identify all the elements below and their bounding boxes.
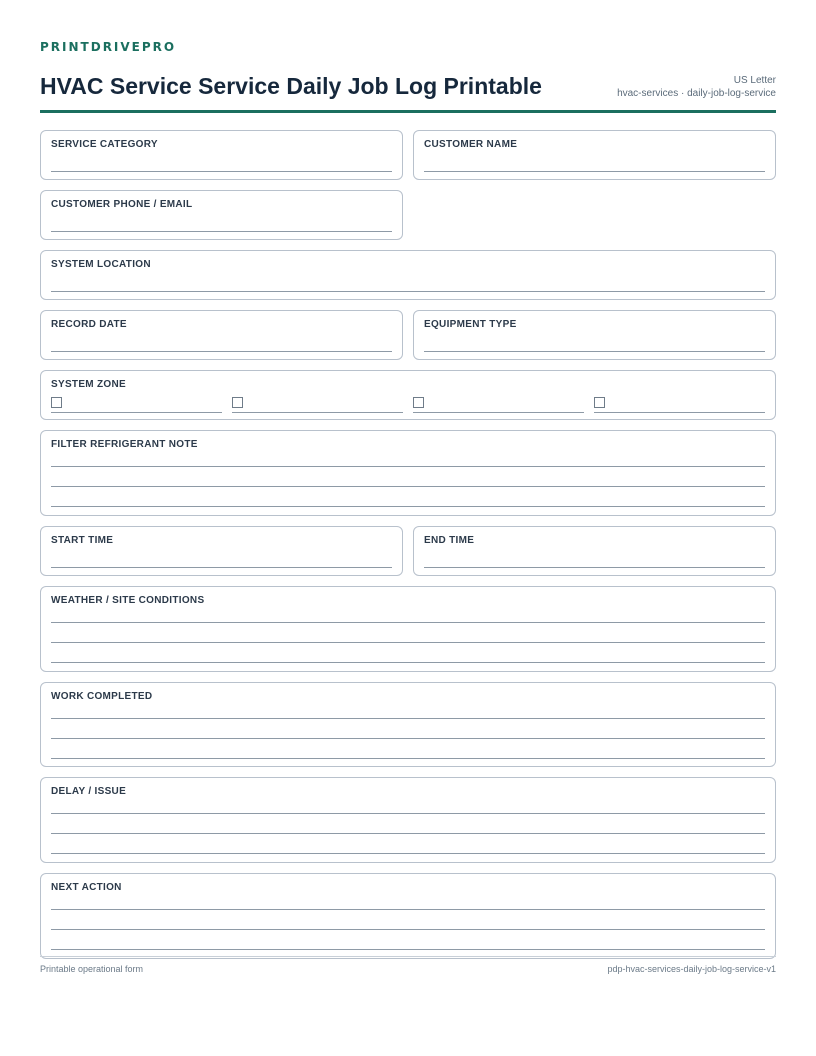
footer-form-id: pdp-hvac-services-daily-job-log-service-v1 [607,964,776,974]
write-line [51,622,765,623]
checkbox[interactable] [413,397,424,408]
page-footer [40,956,776,974]
service-category-field[interactable] [40,130,403,180]
write-line [424,567,765,568]
write-line [51,833,765,834]
write-line [51,231,392,232]
write-line [51,642,765,643]
write-line [51,853,765,854]
equipment-type-label: EQUIPMENT TYPE [424,319,517,330]
write-line [51,662,765,663]
next-action-field[interactable] [40,873,776,959]
customer-contact-label: CUSTOMER PHONE / EMAIL [51,199,193,210]
zone-option-1[interactable] [51,397,222,413]
page-title: HVAC Service Service Daily Job Log Printable [40,73,542,99]
brand-name: PRINTDRIVEPRO [40,40,177,54]
write-line [51,949,765,950]
customer-contact-field[interactable] [40,190,403,240]
write-line [51,291,765,292]
header-rule [40,110,776,113]
start-time-field[interactable] [40,526,403,576]
work-completed-label: WORK COMPLETED [51,691,153,702]
write-line [51,718,765,719]
delay-issue-field[interactable] [40,777,776,863]
weather-conditions-label: WEATHER / SITE CONDITIONS [51,595,205,606]
write-line [424,351,765,352]
checkbox[interactable] [51,397,62,408]
system-location-field[interactable] [40,250,776,300]
footer-left-text: Printable operational form [40,964,144,974]
next-action-label: NEXT ACTION [51,882,122,893]
write-line [51,738,765,739]
work-completed-field[interactable] [40,682,776,767]
end-time-label: END TIME [424,535,475,546]
form-page [40,40,776,969]
zone-option-3[interactable] [413,397,584,413]
customer-name-label: CUSTOMER NAME [424,139,518,150]
write-line [51,351,392,352]
write-line [51,929,765,930]
write-line [51,506,765,507]
weather-conditions-field[interactable] [40,586,776,672]
write-line [51,466,765,467]
checkbox[interactable] [232,397,243,408]
form-fields [40,130,776,959]
write-line [51,813,765,814]
page-meta [617,74,776,100]
form-slug: hvac-services · daily-job-log-service [617,88,776,99]
filter-refrigerant-note-label: FILTER REFRIGERANT NOTE [51,439,198,450]
record-date-field[interactable] [40,310,403,360]
filter-refrigerant-note-field[interactable] [40,430,776,516]
equipment-type-field[interactable] [413,310,776,360]
write-line [424,171,765,172]
write-line [51,567,392,568]
paper-size: US Letter [733,75,776,86]
end-time-field[interactable] [413,526,776,576]
write-line [51,171,392,172]
system-zone-field [40,370,776,420]
record-date-label: RECORD DATE [51,319,127,330]
write-line [51,486,765,487]
write-line [51,758,765,759]
service-category-label: SERVICE CATEGORY [51,139,158,150]
delay-issue-label: DELAY / ISSUE [51,786,127,797]
zone-option-4[interactable] [594,397,765,413]
checkbox[interactable] [594,397,605,408]
start-time-label: START TIME [51,535,114,546]
customer-name-field[interactable] [413,130,776,180]
page-header [40,54,776,110]
zone-checkboxes [51,397,765,413]
system-zone-label: SYSTEM ZONE [51,379,126,390]
system-location-label: SYSTEM LOCATION [51,259,151,270]
write-line [51,909,765,910]
zone-option-2[interactable] [232,397,403,413]
